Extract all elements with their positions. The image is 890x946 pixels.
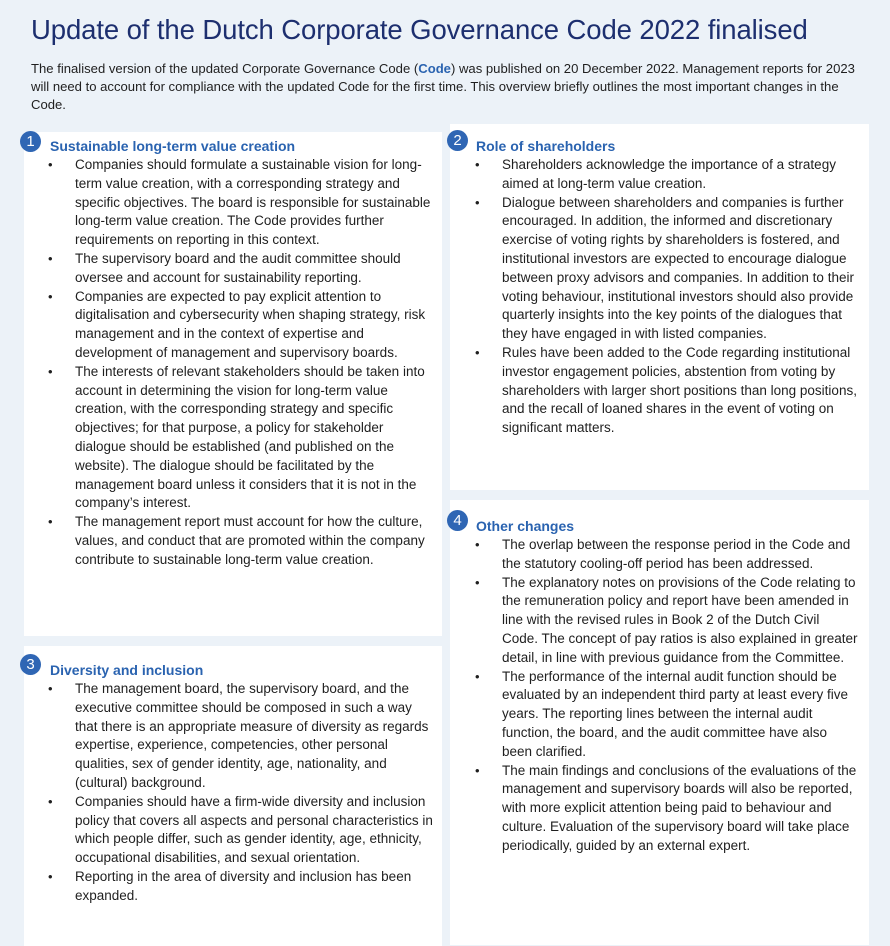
- list-item: • The overlap between the response period in the Code and the statutory cooling-off period has been addressed.: [472, 536, 858, 574]
- list-item: • The main findings and conclusions of the evaluations of the management and supervisory boards will also be reported, with more explicit attention being paid to behaviour and culture. Evaluation of the supervisory board will take place periodically, guided by an external expert.: [472, 762, 858, 856]
- list-item: • The interests of relevant stakeholders should be taken into account in determining the vision for long-term value creation, with the corresponding strategy and specific objectives; for that purpose, a policy for stakeholder dialogue should be established (and published on the website). The dialogue should be facilitated by the management board unless it considers that it is not in the company’s interest.: [45, 363, 437, 513]
- list-item: • The management report must account for how the culture, values, and conduct that are promoted within the company contribute to sustainable long-term value creation.: [45, 513, 437, 569]
- section-list-2: [472, 156, 858, 438]
- page-title: Update of the Dutch Corporate Governance Code 2022 finalised: [31, 14, 808, 45]
- section-list-3: [45, 680, 437, 906]
- list-item: • The supervisory board and the audit committee should oversee and account for sustainability reporting.: [45, 250, 437, 288]
- section-heading-2: Role of shareholders: [476, 138, 616, 154]
- code-term: Code: [418, 61, 451, 76]
- list-item: • Reporting in the area of diversity and inclusion has been expanded.: [45, 868, 437, 906]
- section-heading-3: Diversity and inclusion: [50, 662, 204, 678]
- section-list-1: [45, 156, 437, 570]
- section-heading-1: Sustainable long-term value creation: [50, 138, 296, 154]
- list-item: • The explanatory notes on provisions of the Code relating to the remuneration policy and report have been amended in line with the revised rules in Book 2 of the Dutch Civil Code. The concept of pay ratios is also explained in greater detail, in line with previous guidance from the Committee.: [472, 574, 858, 668]
- list-item: • Dialogue between shareholders and companies is further encouraged. In addition, the informed and discretionary exercise of voting rights by shareholders is fostered, and institutional investors are expected to encourage dialogue between proxy advisors and companies. In addition to their voting behaviour, institutional investors should also provide quarterly insights into the key points of the dialogues that they have engaged in with listed companies.: [472, 194, 858, 344]
- intro-text-end: ) was published on 20 December 2022. Management reports for 2023 will need to account for compliance with the updated Code for the first time. This overview briefly outlines the most important changes in the Code.: [31, 61, 855, 113]
- intro-paragraph: [31, 60, 871, 115]
- section-number-badge-4: 4: [447, 510, 468, 531]
- intro-text-start: The finalised version of the updated Corporate Governance Code (: [31, 61, 419, 76]
- list-item: • Companies should have a firm-wide diversity and inclusion policy that covers all aspects and personal characteristics in which people differ, such as gender identity, age, ethnicity, occupational disabilities, and sexual orientation.: [45, 793, 437, 868]
- list-item: • Rules have been added to the Code regarding institutional investor engagement policies, abstention from voting by shareholders with larger short positions than long positions, and the recall of loaned shares in the event of voting on significant matters.: [472, 344, 858, 438]
- list-item: • The performance of the internal audit function should be evaluated by an independent third party at least every five years. The reporting lines between the internal audit function, the board, and the audit committee have also been clarified.: [472, 668, 858, 762]
- section-heading-4: Other changes: [476, 518, 575, 534]
- section-list-4: [472, 536, 858, 856]
- section-number-badge-2: 2: [447, 130, 468, 151]
- list-item: • The management board, the supervisory board, and the executive committee should be composed in such a way that there is an appropriate measure of diversity as regards expertise, experience, competencies, other personal qualities, sex of gender identity, age, nationality, and (cultural) background.: [45, 680, 437, 793]
- section-number-badge-3: 3: [20, 654, 41, 675]
- section-number-badge-1: 1: [20, 131, 41, 152]
- list-item: • Companies should formulate a sustainable vision for long-term value creation, with a corresponding strategy and specific objectives. The board is responsible for sustainable long-term value creation. The Code provides further requirements on reporting in this context.: [45, 156, 437, 250]
- list-item: • Companies are expected to pay explicit attention to digitalisation and cybersecurity when shaping strategy, risk management and in the context of expertise and development of management and supervisory boards.: [45, 288, 437, 363]
- list-item: • Shareholders acknowledge the importance of a strategy aimed at long-term value creation.: [472, 156, 858, 194]
